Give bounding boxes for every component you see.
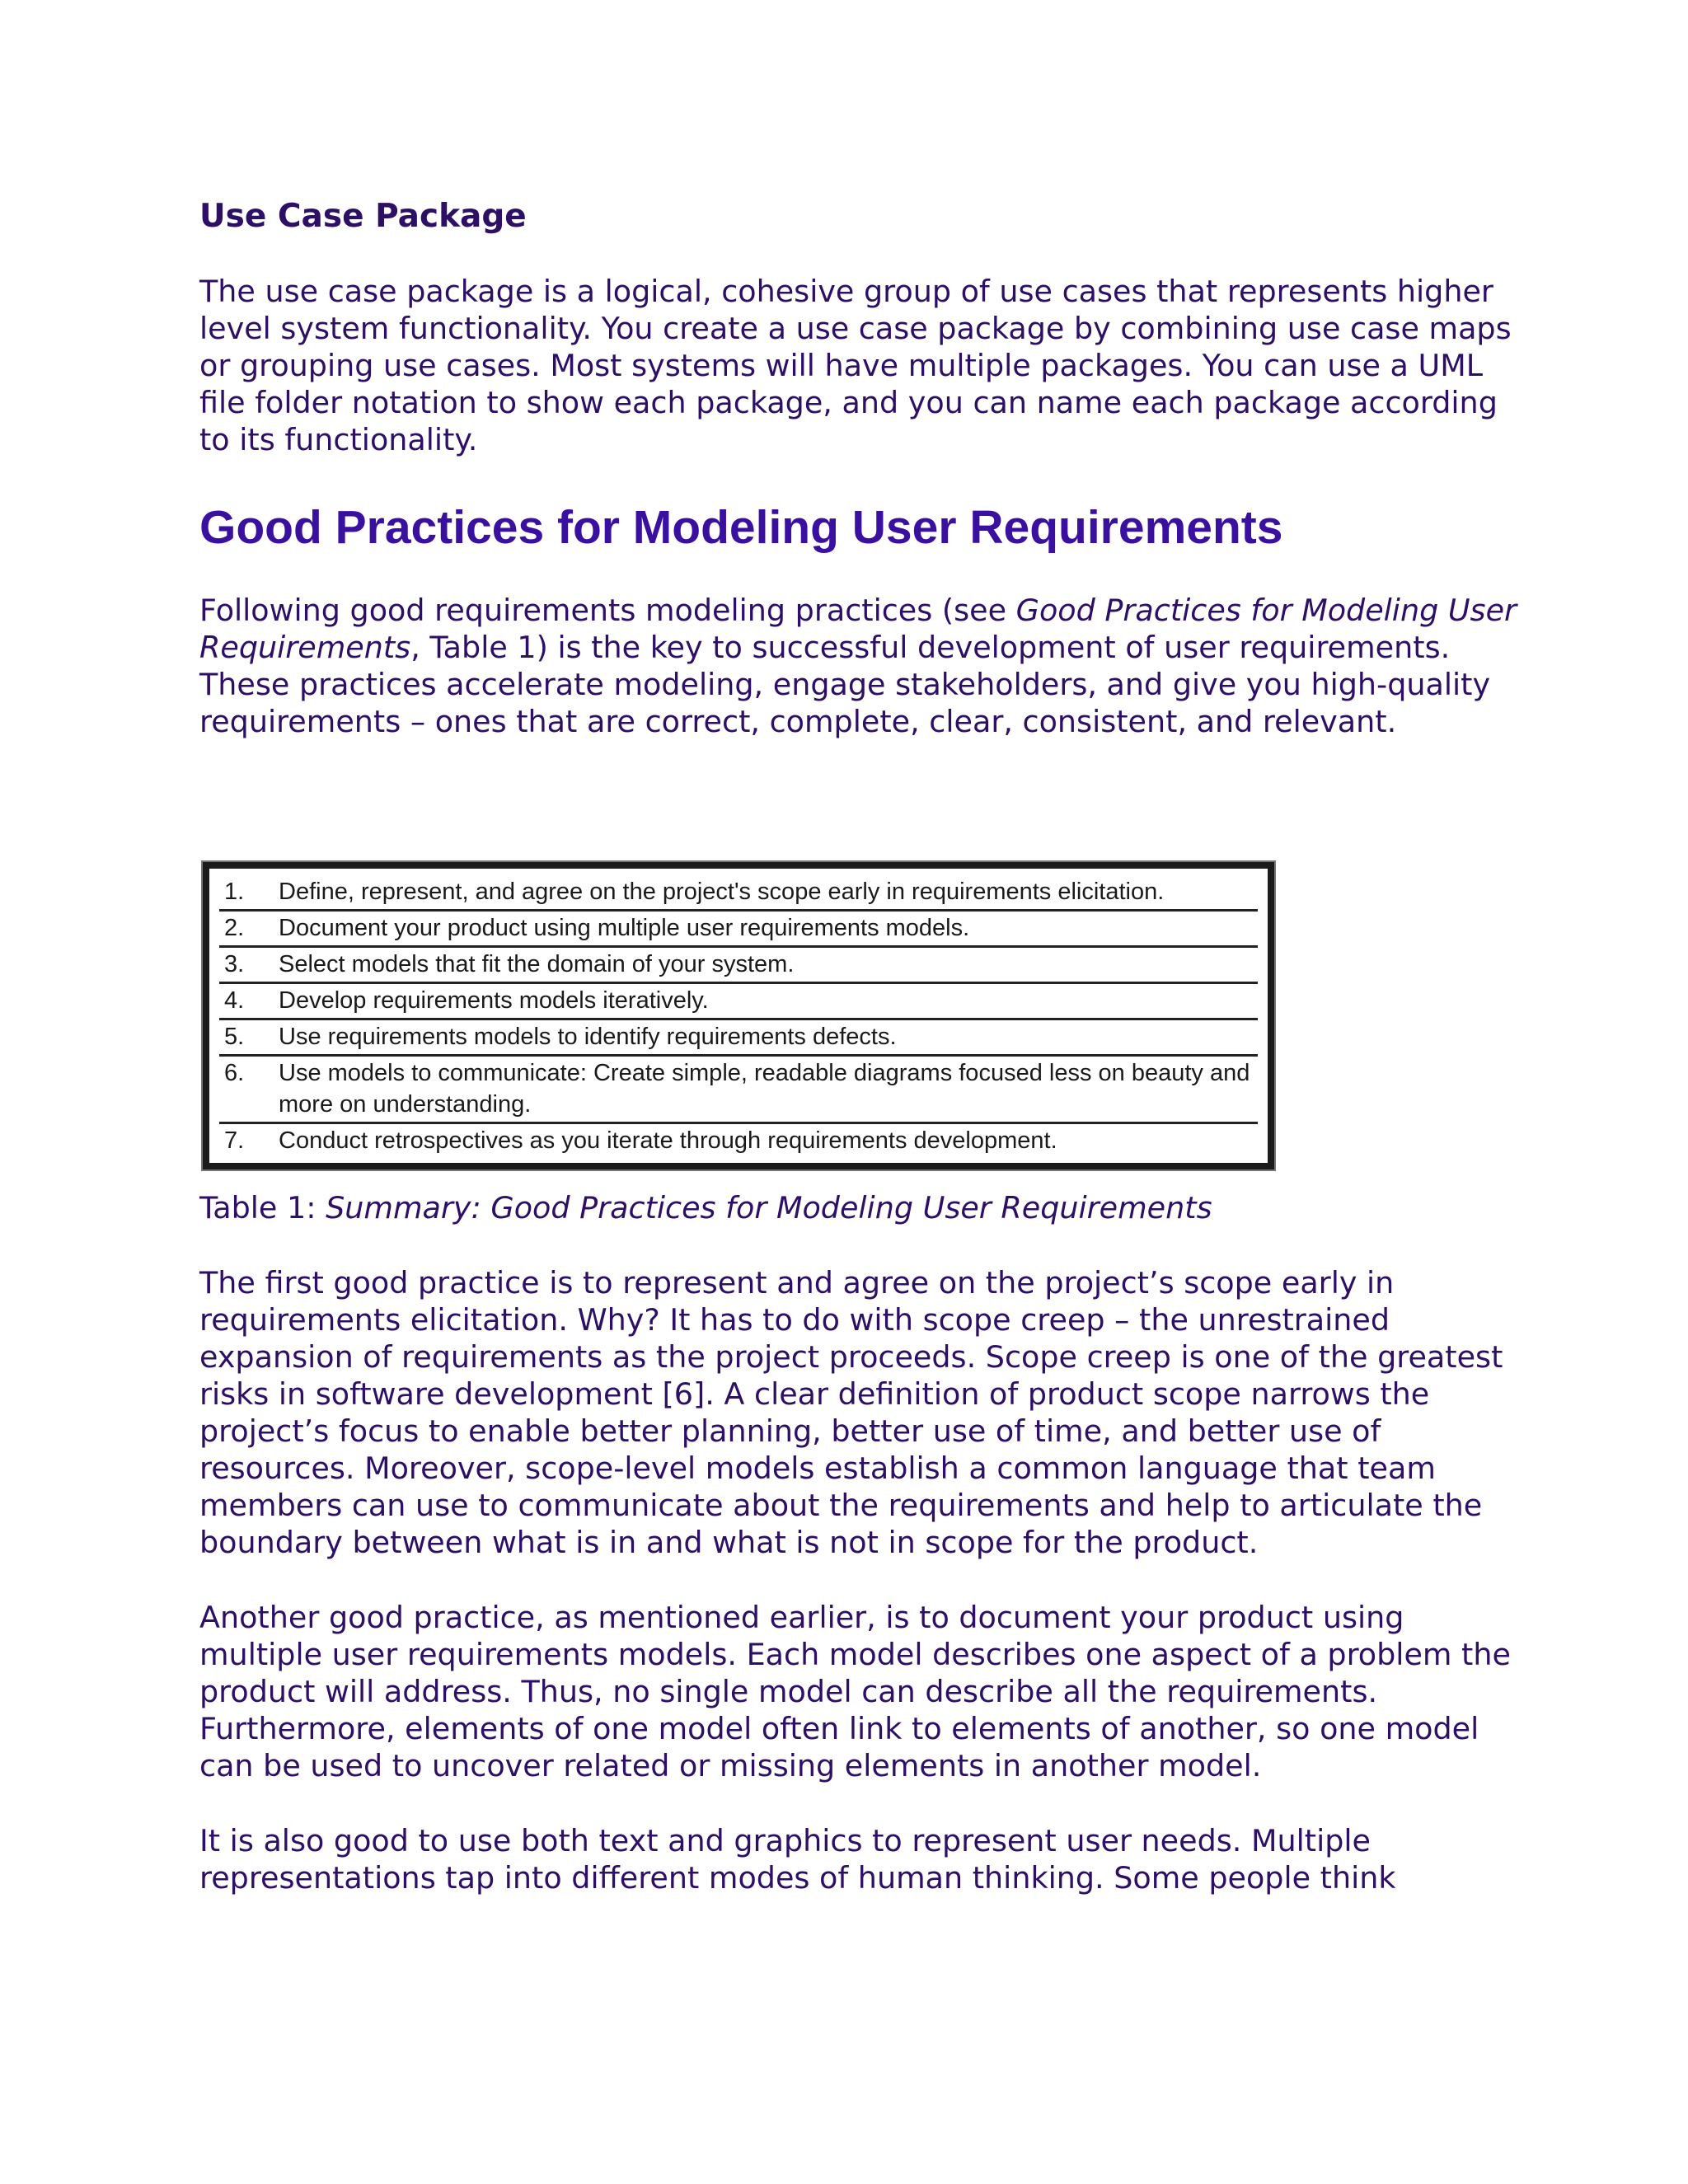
table-row <box>219 911 1258 947</box>
caption-title: Summary: Good Practices for Modeling User Requirements <box>326 1190 1212 1226</box>
use-case-package-paragraph: The use case package is a logical, cohesive group of use cases that represents higher level system functionality. You create a use case package by combining use case maps or grouping use cases. Most systems will have multiple packages. You can use a UML file folder notation to show each package, and you can name each package according to its functionality. <box>199 273 1512 457</box>
table-row <box>219 983 1258 1019</box>
row-text: Use models to communicate: Create simple, readable diagrams focused less on beauty and more on understanding. <box>275 1056 1258 1123</box>
paragraph-text-and-graphics: It is also good to use both text and graphics to represent user needs. Multiple representations tap into different modes of human thinking. Some people think <box>199 1823 1396 1896</box>
intro-italic-reference: Good Practices for Modeling User Requirements <box>199 593 1517 666</box>
row-text: Select models that fit the domain of your system. <box>275 947 1258 983</box>
row-number: 3. <box>219 947 275 983</box>
intro-text-start: Following good requirements modeling practices (see <box>199 593 1016 629</box>
table-row <box>219 875 1258 911</box>
table-row <box>219 1019 1258 1056</box>
row-number: 1. <box>219 875 275 911</box>
row-number: 5. <box>219 1019 275 1056</box>
good-practices-intro-paragraph <box>199 592 1535 740</box>
caption-label: Table 1: <box>199 1190 326 1226</box>
row-number: 4. <box>219 983 275 1019</box>
table-caption <box>199 1189 1535 1226</box>
table-row <box>219 1123 1258 1159</box>
intro-text-end: , Table 1) is the key to successful development of user requirements. These practices accelerate modeling, engage stakeholders, and give you high-quality requirements – ones that are correct, complete, clear, consistent, and relevant. <box>199 630 1491 740</box>
document-page <box>199 198 1535 1896</box>
section-title-use-case-package: Use Case Package <box>199 198 527 235</box>
row-text: Define, represent, and agree on the project's scope early in requirements elicitation. <box>275 875 1258 911</box>
paragraph-scope: The first good practice is to represent and agree on the project’s scope early in requirements elicitation. Why? It has to do with scope creep – the unrestrained expansion of requirements as the project proceeds. Scope creep is one of the greatest risks in software development [6]. A clear definition of product scope narrows the project’s focus to enable better planning, better use of time, and better use of resources. Moreover, scope-level models establish a common language that team members can use to communicate about the requirements and help to articulate the boundary between what is in and what is not in scope for the product. <box>199 1265 1503 1561</box>
row-number: 6. <box>219 1056 275 1123</box>
paragraph-multiple-models: Another good practice, as mentioned earlier, is to document your product using multiple user requirements models. Each model describes one aspect of a problem the product will address. Thus, no single model can describe all the requirements. Furthermore, elements of one model often link to elements of another, so one model can be used to uncover related or missing elements in another model. <box>199 1600 1511 1784</box>
row-text: Use requirements models to identify requirements defects. <box>275 1019 1258 1056</box>
good-practices-table <box>219 875 1258 1158</box>
good-practices-table-figure <box>203 862 1274 1169</box>
row-number: 2. <box>219 911 275 947</box>
row-number: 7. <box>224 1127 245 1155</box>
row-text: Develop requirements models iteratively. <box>275 983 1258 1019</box>
row-text: Document your product using multiple user requirements models. <box>275 911 1258 947</box>
table-row <box>219 1056 1258 1123</box>
table-row <box>219 947 1258 983</box>
section-heading-good-practices: Good Practices for Modeling User Requirements <box>199 500 1283 554</box>
row-text: Conduct retrospectives as you iterate through requirements development. <box>279 1127 1057 1155</box>
